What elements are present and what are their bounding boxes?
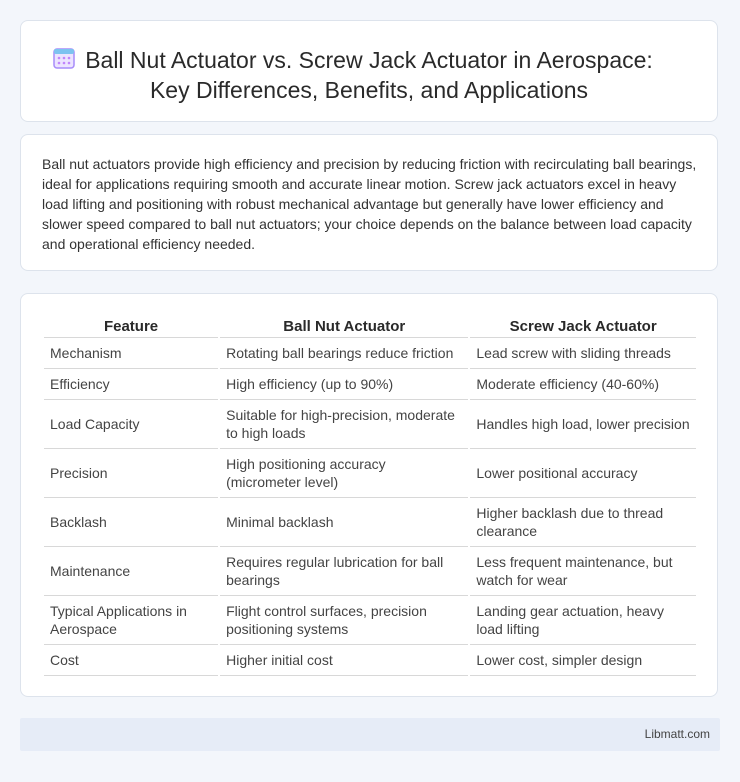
- page-title-line-2: Key Differences, Benefits, and Applications: [149, 77, 589, 103]
- ball-nut-cell: High efficiency (up to 90%): [220, 369, 468, 400]
- screw-jack-cell: Lower positional accuracy: [470, 449, 696, 498]
- screw-jack-cell: Less frequent maintenance, but watch for wear: [470, 547, 696, 596]
- table-row: [44, 449, 696, 498]
- table-row: [44, 400, 696, 449]
- comparison-table-card: [20, 293, 718, 697]
- screw-jack-cell: Landing gear actuation, heavy load lifting: [470, 596, 696, 645]
- screw-jack-cell: Lower cost, simpler design: [470, 645, 696, 676]
- comparison-table: [42, 316, 698, 676]
- screw-jack-cell: Handles high load, lower precision: [470, 400, 696, 449]
- header-feature: Feature: [44, 316, 218, 338]
- footer: [20, 718, 720, 751]
- ball-nut-cell: Rotating ball bearings reduce friction: [220, 338, 468, 369]
- ball-nut-cell: High positioning accuracy (micrometer level): [220, 449, 468, 498]
- header-screw-jack: Screw Jack Actuator: [470, 316, 696, 338]
- intro-card: [20, 134, 718, 271]
- title-card: [20, 20, 718, 122]
- screw-jack-cell: Higher backlash due to thread clearance: [470, 498, 696, 547]
- ball-nut-cell: Suitable for high-precision, moderate to high loads: [220, 400, 468, 449]
- feature-cell: Backlash: [44, 498, 218, 547]
- page-title: [21, 45, 717, 105]
- feature-cell: Efficiency: [44, 369, 218, 400]
- screw-jack-cell: Lead screw with sliding threads: [470, 338, 696, 369]
- table-row: [44, 645, 696, 676]
- feature-cell: Mechanism: [44, 338, 218, 369]
- feature-cell: Cost: [44, 645, 218, 676]
- table-header-row: [44, 316, 696, 338]
- feature-cell: Typical Applications in Aerospace: [44, 596, 218, 645]
- ball-nut-cell: Requires regular lubrication for ball bearings: [220, 547, 468, 596]
- table-row: [44, 498, 696, 547]
- table-row: [44, 596, 696, 645]
- intro-paragraph: Ball nut actuators provide high efficiency and precision by reducing friction with recirculating ball bearings, ideal for applications requiring smooth and accurate linear motion. Screw jack actuators excel in heavy load lifting and positioning with robust mechanical advantage but generally have lower efficiency and slower speed compared to ball nut actuators; your choice depends on the balance between load capacity and operational efficiency needed.: [42, 156, 697, 252]
- table-row: [44, 547, 696, 596]
- ball-nut-cell: Minimal backlash: [220, 498, 468, 547]
- header-ball-nut: Ball Nut Actuator: [220, 316, 468, 338]
- feature-cell: Load Capacity: [44, 400, 218, 449]
- ball-nut-cell: Flight control surfaces, precision positioning systems: [220, 596, 468, 645]
- footer-site-link[interactable]: Libmatt.com: [644, 727, 710, 741]
- feature-cell: Maintenance: [44, 547, 218, 596]
- page-title-line-1: Ball Nut Actuator vs. Screw Jack Actuator in Aerospace:: [85, 47, 653, 73]
- feature-cell: Precision: [44, 449, 218, 498]
- table-row: [44, 369, 696, 400]
- ball-nut-cell: Higher initial cost: [220, 645, 468, 676]
- table-row: [44, 338, 696, 369]
- screw-jack-cell: Moderate efficiency (40-60%): [470, 369, 696, 400]
